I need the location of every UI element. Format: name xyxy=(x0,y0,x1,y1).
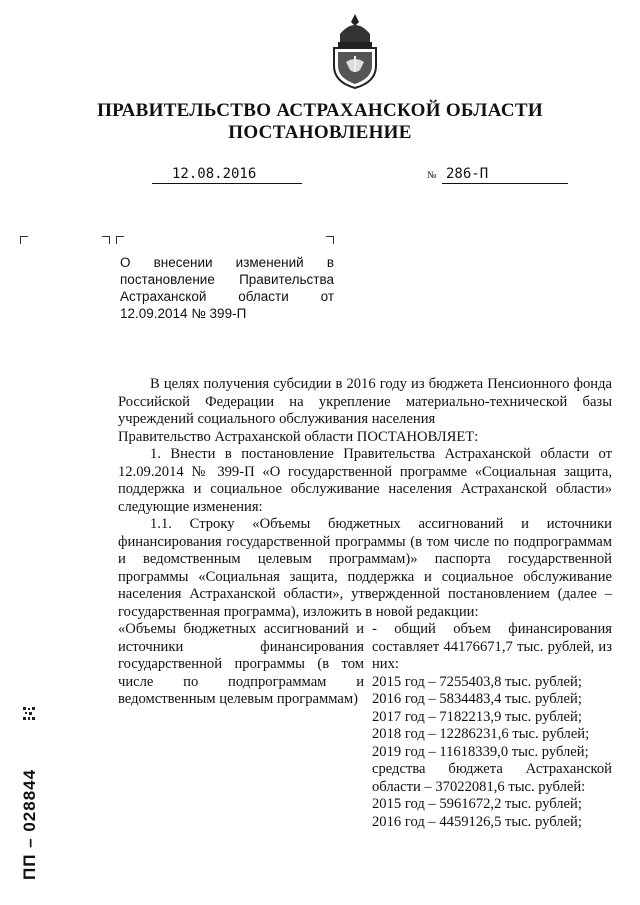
number-label: № xyxy=(427,170,437,181)
funding-line: 2017 год – 7182213,9 тыс. рублей; xyxy=(372,708,582,725)
funding-table-right xyxy=(372,621,612,831)
body-paragraph: 1.1. Строку «Объемы бюджетных ассигнований и источники финансирования государственной программы (в том числе по подпрограммам и ведомственным целевым программам)» паспорта государственной программы «Социальная защита, поддержка и социальное обслуживание населения Астраханской области», утвержденной постановлением (далее – государственная программа), изложить в новой редакции: xyxy=(118,516,612,620)
funding-table xyxy=(118,621,612,831)
corner-mark xyxy=(102,236,110,244)
date-underline xyxy=(152,183,302,184)
document-number: 286-П xyxy=(446,166,489,182)
document-type: ПОСТАНОВЛЕНИЕ xyxy=(228,122,412,143)
funding-line: 2018 год – 12286231,6 тыс. рублей; xyxy=(372,726,590,742)
coat-of-arms-icon xyxy=(326,12,384,90)
corner-mark xyxy=(326,236,334,244)
document-code: ПП – 028844 xyxy=(20,768,39,880)
funding-line: 2015 год – 7255403,8 тыс. рублей; xyxy=(372,673,582,690)
funding-line: - общий объем финансирования составляет 44176671,7 тыс. рублей, из них: xyxy=(372,621,612,672)
funding-line: 2016 год – 4459126,5 тыс. рублей; xyxy=(372,813,582,830)
funding-line: средства бюджета Астраханской области – 37022081,6 тыс. рублей: xyxy=(372,761,612,795)
body-paragraph: В целях получения субсидии в 2016 году из бюджета Пенсионного фонда Российской Федерации на укрепление материально-технической базы учреждений социального обслуживания населения xyxy=(118,376,612,427)
body-paragraph: Правительство Астраханской области ПОСТАНОВЛЯЕТ: xyxy=(118,428,479,445)
government-title: ПРАВИТЕЛЬСТВО АСТРАХАНСКОЙ ОБЛАСТИ xyxy=(97,100,543,121)
qr-mark-icon xyxy=(22,706,36,722)
corner-mark xyxy=(20,236,28,244)
document-subject: О внесении изменений в постановление Правительства Астраханской области от 12.09.2014 № 399-П xyxy=(120,255,334,321)
corner-mark xyxy=(116,236,124,244)
document-body xyxy=(118,376,612,831)
body-paragraph: 1. Внести в постановление Правительства Астраханской области от 12.09.2014 № 399-П «О государственной программе «Социальная защита, поддержка и социальное обслуживание населения Астраханской области» следующие изменения: xyxy=(118,446,612,515)
funding-table-left: «Объемы бюджетных ассигнований и источники финансирования государственной программы (в том числе по подпрограммам и ведомственным целевым программам) xyxy=(118,621,364,707)
document-date: 12.08.2016 xyxy=(172,166,257,182)
funding-line: 2015 год – 5961672,2 тыс. рублей; xyxy=(372,796,582,812)
funding-line: 2019 год – 11618339,0 тыс. рублей; xyxy=(372,743,589,760)
funding-line: 2016 год – 5834483,4 тыс. рублей; xyxy=(372,691,582,707)
number-underline xyxy=(442,183,568,184)
